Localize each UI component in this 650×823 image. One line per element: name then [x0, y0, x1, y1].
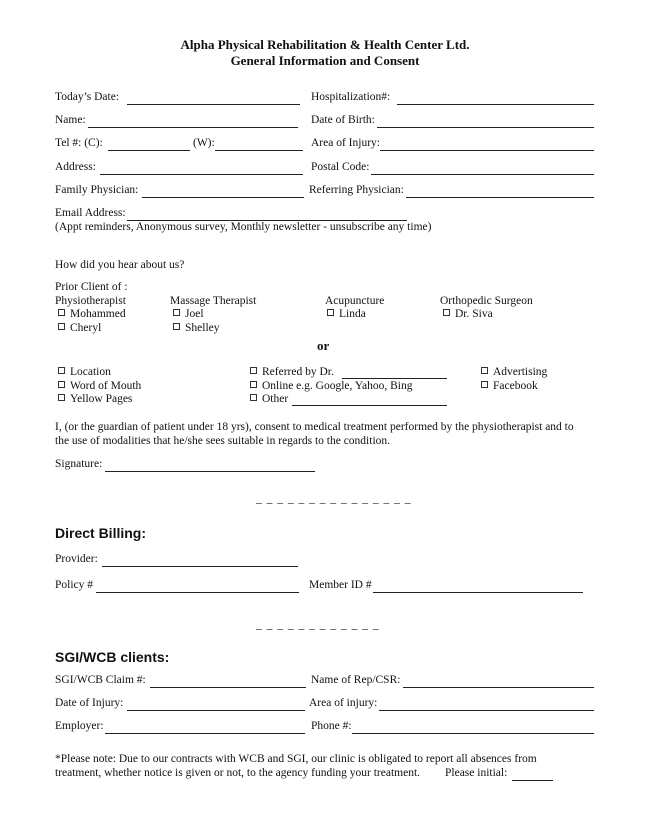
option-dr-siva[interactable]: Dr. Siva — [443, 308, 493, 320]
option-referred-by[interactable]: Referred by Dr. — [250, 366, 334, 378]
signature-label: Signature: — [55, 458, 103, 470]
referring-physician-field[interactable] — [406, 197, 594, 198]
signature-field[interactable] — [105, 471, 315, 472]
option-shelley[interactable]: Shelley — [173, 322, 220, 334]
member-id-field[interactable] — [373, 592, 583, 593]
todays-date-field[interactable] — [127, 104, 300, 105]
prior-client-label: Prior Client of : — [55, 281, 128, 293]
postal-code-label: Postal Code: — [311, 161, 370, 173]
initial-field[interactable] — [512, 780, 553, 781]
claim-field[interactable] — [150, 687, 306, 688]
dob-label: Date of Birth: — [311, 114, 375, 126]
checkbox[interactable] — [58, 323, 65, 330]
checkbox[interactable] — [58, 381, 65, 388]
initial-label: Please initial: — [445, 767, 508, 779]
physiotherapist-heading: Physiotherapist — [55, 295, 126, 307]
checkbox[interactable] — [58, 309, 65, 316]
tel-work-field[interactable] — [215, 150, 303, 151]
todays-date-label: Today’s Date: — [55, 91, 120, 103]
option-other[interactable]: Other — [250, 393, 288, 405]
phone-label: Phone #: — [311, 720, 352, 732]
note-line-1: *Please note: Due to our contracts with WCB and SGI, our clinic is obligated to report all absences from — [55, 753, 537, 765]
tel-cell-field[interactable] — [108, 150, 190, 151]
option-advertising[interactable]: Advertising — [481, 366, 547, 378]
employer-field[interactable] — [105, 733, 305, 734]
date-of-injury-label: Date of Injury: — [55, 697, 124, 709]
rep-label: Name of Rep/CSR: — [311, 674, 401, 686]
other-field[interactable] — [292, 405, 447, 406]
note-line-2: treatment, whether notice is given or not, to the agency funding your treatment. — [55, 767, 421, 779]
checkbox[interactable] — [327, 309, 334, 316]
member-id-label: Member ID # — [309, 579, 372, 591]
rep-field[interactable] — [403, 687, 594, 688]
email-label: Email Address: — [55, 207, 126, 219]
hospitalization-field[interactable] — [397, 104, 594, 105]
checkbox[interactable] — [58, 367, 65, 374]
address-field[interactable] — [100, 174, 303, 175]
date-of-injury-field[interactable] — [127, 710, 305, 711]
hear-question: How did you hear about us? — [55, 259, 185, 271]
name-field[interactable] — [88, 127, 298, 128]
form-title: Alpha Physical Rehabilitation & Health Center Ltd. — [180, 37, 470, 52]
option-word-of-mouth[interactable]: Word of Mouth — [58, 380, 141, 392]
checkbox[interactable] — [58, 394, 65, 401]
option-location[interactable]: Location — [58, 366, 111, 378]
checkbox[interactable] — [481, 367, 488, 374]
referred-by-field[interactable] — [342, 378, 447, 379]
policy-field[interactable] — [96, 592, 299, 593]
area-of-injury-field[interactable] — [380, 150, 594, 151]
hospitalization-label: Hospitalization#: — [311, 91, 391, 103]
checkbox[interactable] — [173, 323, 180, 330]
family-physician-field[interactable] — [142, 197, 304, 198]
direct-billing-heading: Direct Billing: — [55, 525, 147, 541]
provider-label: Provider: — [55, 553, 98, 565]
claim-label: SGI/WCB Claim #: — [55, 674, 146, 686]
option-linda[interactable]: Linda — [327, 308, 366, 320]
tel-work-label: (W): — [193, 137, 215, 149]
option-joel[interactable]: Joel — [173, 308, 204, 320]
tel-cell-label: Tel #: (C): — [55, 137, 103, 149]
option-facebook[interactable]: Facebook — [481, 380, 538, 392]
checkbox[interactable] — [250, 367, 257, 374]
separator: _ _ _ _ _ _ _ _ _ _ _ _ — [256, 619, 380, 631]
referring-physician-label: Referring Physician: — [309, 184, 404, 196]
area-of-injury-field[interactable] — [379, 710, 594, 711]
or-divider: or — [317, 338, 330, 353]
name-label: Name: — [55, 114, 86, 126]
orthopedic-surgeon-heading: Orthopedic Surgeon — [440, 295, 533, 307]
checkbox[interactable] — [173, 309, 180, 316]
phone-field[interactable] — [352, 733, 594, 734]
form-subtitle: General Information and Consent — [230, 53, 420, 68]
area-of-injury-label: Area of injury: — [309, 697, 378, 709]
email-note: (Appt reminders, Anonymous survey, Monthly newsletter - unsubscribe any time) — [55, 221, 432, 233]
postal-code-field[interactable] — [371, 174, 594, 175]
massage-therapist-heading: Massage Therapist — [170, 295, 257, 307]
family-physician-label: Family Physician: — [55, 184, 139, 196]
sgi-wcb-heading: SGI/WCB clients: — [55, 649, 170, 665]
consent-line-2: the use of modalities that he/she sees suitable in regards to the condition. — [55, 435, 391, 447]
option-yellow-pages[interactable]: Yellow Pages — [58, 393, 132, 405]
checkbox[interactable] — [250, 394, 257, 401]
separator: _ _ _ _ _ _ _ _ _ _ _ _ _ _ _ — [256, 493, 412, 505]
address-label: Address: — [55, 161, 96, 173]
area-of-injury-label: Area of Injury: — [311, 137, 380, 149]
dob-field[interactable] — [377, 127, 594, 128]
checkbox[interactable] — [250, 381, 257, 388]
employer-label: Employer: — [55, 720, 104, 732]
option-online[interactable]: Online e.g. Google, Yahoo, Bing — [250, 380, 412, 392]
acupuncture-heading: Acupuncture — [325, 295, 385, 307]
option-mohammed[interactable]: Mohammed — [58, 308, 126, 320]
checkbox[interactable] — [443, 309, 450, 316]
policy-label: Policy # — [55, 579, 94, 591]
option-cheryl[interactable]: Cheryl — [58, 322, 101, 334]
consent-line-1: I, (or the guardian of patient under 18 yrs), consent to medical treatment performed by the physiotherapist and to — [55, 421, 574, 433]
provider-field[interactable] — [102, 566, 298, 567]
checkbox[interactable] — [481, 381, 488, 388]
